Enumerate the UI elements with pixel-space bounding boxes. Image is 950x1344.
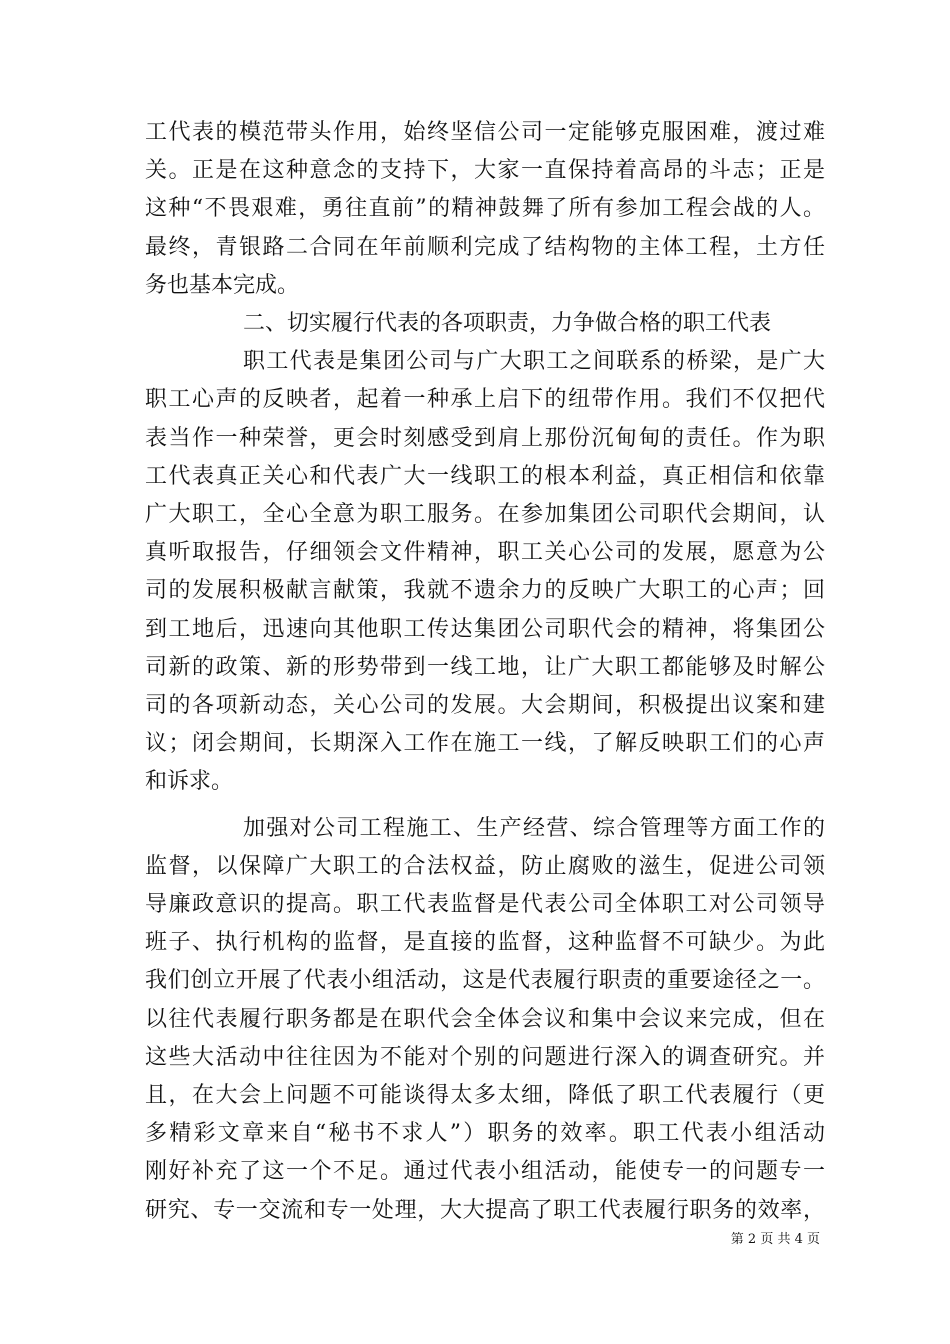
text-line: 议；闭会期间，长期深入工作在施工一线，了解反映职工们的心声 [145,731,825,757]
text-line: 广大职工，全心全意为职工服务。在参加集团公司职代会期间，认 [145,502,825,528]
paragraph-continuation [145,114,825,305]
text-line: 工代表真正关心和代表广大一线职工的根本利益，真正相信和依靠 [145,463,825,489]
text-line: 司的发展积极献言献策，我就不遗余力的反映广大职工的心声；回 [145,578,825,604]
text-line: 班子、执行机构的监督，是直接的监督，这种监督不可缺少。为此 [145,930,825,956]
text-line: 和诉求。 [145,769,234,795]
heading-line: 二、切实履行代表的各项职责，力争做合格的职工代表 [243,311,772,337]
text-line: 研究、专一交流和专一处理，大大提高了职工代表履行职务的效率， [145,1197,825,1223]
text-line: 且，在大会上问题不可能谈得太多太细，降低了职工代表履行（更 [145,1083,825,1109]
text-line: 到工地后，迅速向其他职工传达集团公司职代会的精神，将集团公 [145,616,825,642]
text-line: 以往代表履行职务都是在职代会全体会议和集中会议来完成，但在 [145,1006,825,1032]
text-line: 导廉政意识的提高。职工代表监督是代表公司全体职工对公司领导 [145,892,825,918]
text-line: 最终，青银路二合同在年前顺利完成了结构物的主体工程，土方任 [145,234,825,260]
text-line: 这些大活动中往往因为不能对个别的问题进行深入的调查研究。并 [145,1044,825,1070]
text-line: 我们创立开展了代表小组活动，这是代表履行职责的重要途径之一。 [145,968,825,994]
text-line: 监督，以保障广大职工的合法权益，防止腐败的滋生，促进公司领 [145,853,825,879]
page-number: 第 2 页 共 4 页 [730,1232,820,1247]
text-line: 表当作一种荣誉，更会时刻感受到肩上那份沉甸甸的责任。作为职 [145,425,825,451]
text-line: 司新的政策、新的形势带到一线工地，让广大职工都能够及时解公 [145,654,825,680]
text-line: 这种“不畏艰难，勇往直前”的精神鼓舞了所有参加工程会战的人。 [145,196,825,222]
paragraph-supervision [145,810,825,1230]
text-line: 刚好补充了这一个不足。通过代表小组活动，能使专一的问题专一 [145,1159,825,1185]
text-line: 务也基本完成。 [145,272,300,298]
text-line: 关。正是在这种意念的支持下，大家一直保持着高昂的斗志；正是 [145,158,825,184]
text-line: 多精彩文章来自“秘书不求人”）职务的效率。职工代表小组活动 [145,1121,825,1147]
text-line: 职工心声的反映者，起着一种承上启下的纽带作用。我们不仅把代 [145,387,825,413]
body-text [145,114,825,1230]
paragraph-representative-role [145,343,825,801]
text-line: 加强对公司工程施工、生产经营、综合管理等方面工作的 [243,815,825,841]
section-heading [145,305,825,343]
text-line: 职工代表是集团公司与广大职工之间联系的桥梁，是广大 [243,349,825,375]
text-line: 司的各项新动态，关心公司的发展。大会期间，积极提出议案和建 [145,693,825,719]
text-line: 真听取报告，仔细领会文件精神，职工关心公司的发展，愿意为公 [145,540,825,566]
text-line: 工代表的模范带头作用，始终坚信公司一定能够克服困难，渡过难 [145,120,825,145]
